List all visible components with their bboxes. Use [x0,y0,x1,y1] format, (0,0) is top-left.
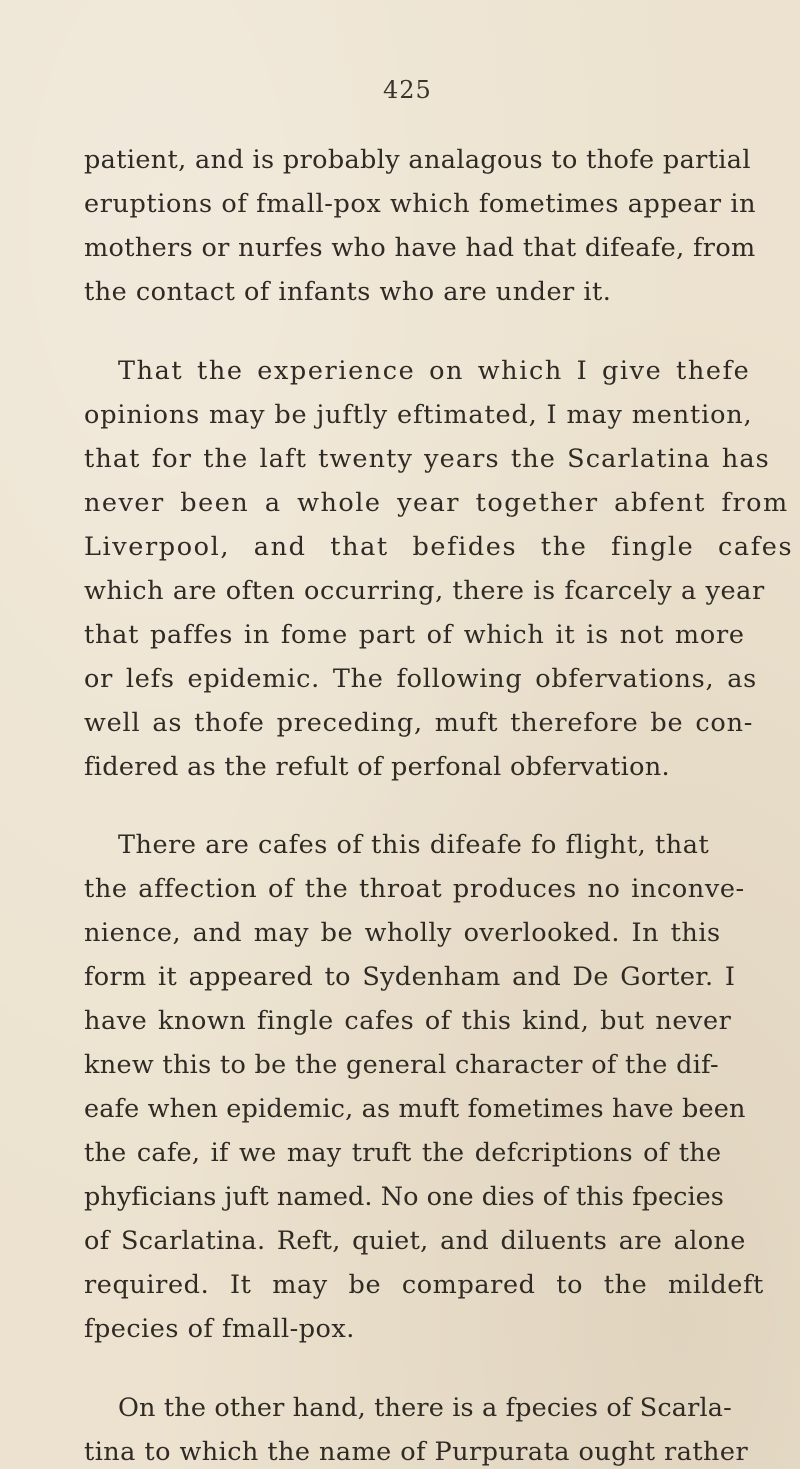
text-line: that for the laft twenty years the Scarlatina has [84,444,770,474]
text-line: the contact of infants who are under it. [84,277,612,307]
text-line: fpecies of fmall-pox. [84,1314,355,1344]
text-line: required. It may be compared to the mildeft [84,1270,764,1300]
text-line: well as thofe preceding, muft therefore be con- [84,708,754,738]
text-line: form it appeared to Sydenham and De Gorter. I [84,962,736,992]
text-line: patient, and is probably analagous to thofe partial [84,145,751,175]
text-line: fidered as the refult of perfonal obfervation. [84,752,670,782]
text-line: that paffes in fome part of which it is not more [84,620,745,650]
page-number: 425 [383,76,432,104]
text-line: mothers or nurfes who have had that difeafe, from [84,233,756,263]
text-line: eruptions of fmall-pox which fometimes appear in [84,189,757,219]
text-line: never been a whole year together abfent from [84,488,789,518]
text-line: opinions may be juftly eftimated, I may mention, [84,400,753,430]
text-line: which are often occurring, there is fcarcely a year [84,576,765,606]
text-line: eafe when epidemic, as muft fometimes have been [84,1094,746,1124]
text-line: knew this to be the general character of the dif- [84,1050,719,1080]
text-line: There are cafes of this difeafe fo flight, that [118,830,710,860]
text-line: of Scarlatina. Reft, quiet, and diluents are alone [84,1226,746,1256]
text-line: have known fingle cafes of this kind, but never [84,1006,732,1036]
text-line: tina to which the name of Purpurata ought rather [84,1437,749,1467]
text-line: Liverpool, and that befides the fingle cafes [84,532,794,562]
text-line: That the experience on which I give thefe [118,356,751,386]
text-line: the cafe, if we may truft the defcriptions of the [84,1138,722,1168]
text-line: or lefs epidemic. The following obfervations, as [84,664,758,694]
text-line: On the other hand, there is a fpecies of Scarla- [118,1393,732,1423]
text-line: the affection of the throat produces no inconve- [84,874,745,904]
text-line: nience, and may be wholly overlooked. In this [84,918,721,948]
text-line: phyficians juft named. No one dies of this fpecies [84,1182,724,1212]
